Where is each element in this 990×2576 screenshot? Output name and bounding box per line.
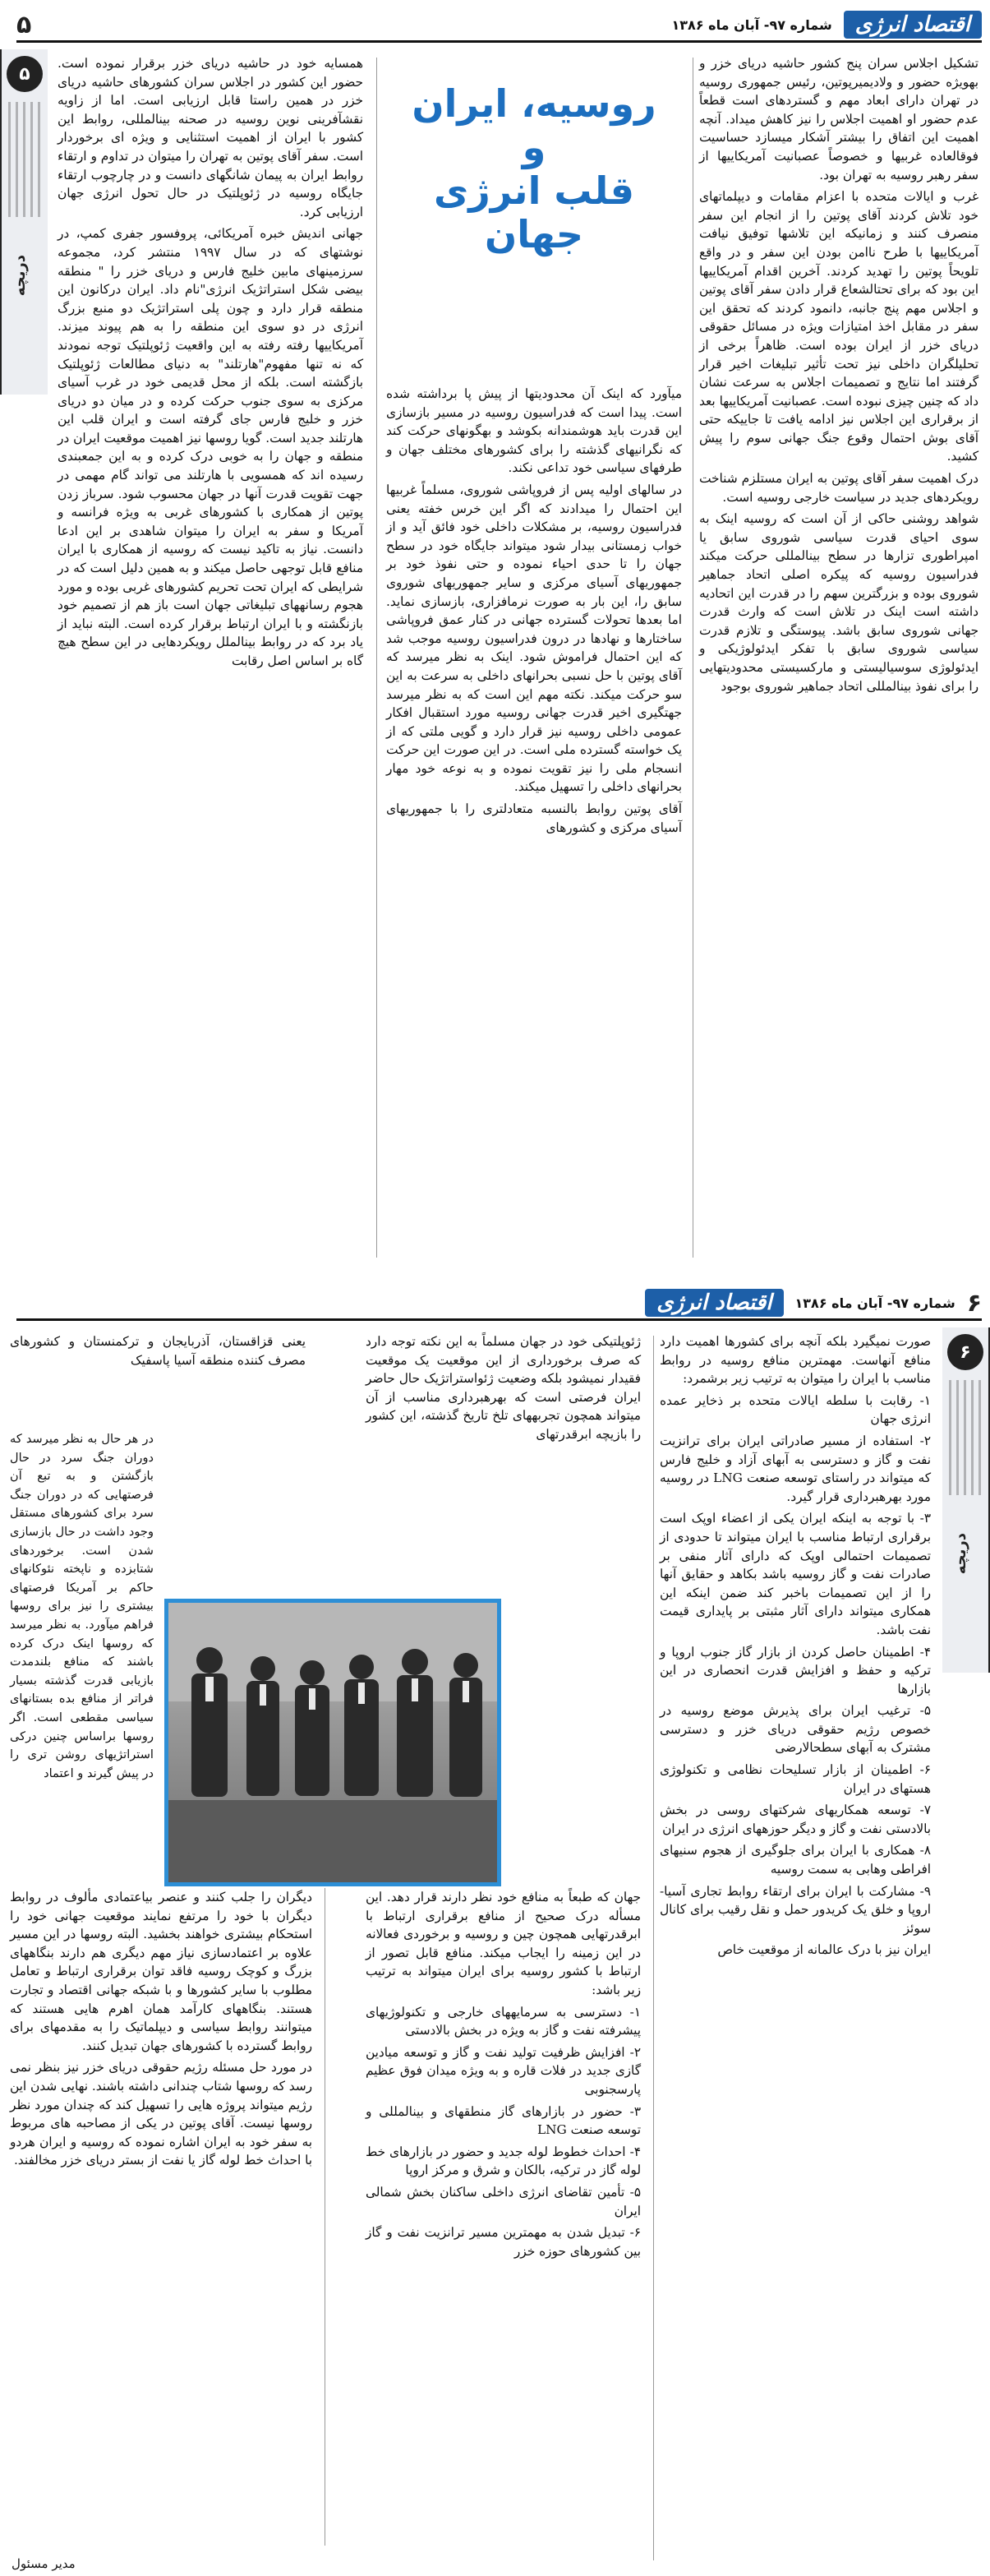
paragraph: درک اهمیت سفر آقای پوتین به ایران مستلزم شناخت رویکردهای جدید در سیاست خارجی روسیه است. [699,471,978,505]
page-number: ۶ [966,1288,982,1318]
list-item: ۲- افزایش ظرفیت تولید نفت و گاز و توسعه میادین گازی جدید در فلات قاره و به ویژه میدان فوق عظیم پارسجنوبی [366,2044,641,2097]
list-item: ۶- اطمینان از بازار تسلیحات نظامی و تکنولوژی هستهای در ایران [660,1762,931,1796]
paragraph: شواهد روشنی حاکی از آن است که روسیه اینک به سوی احیای قدرت سیاسی شوروی سابق یا امپراطوری تزارها در سطح بینالمللی حرکت میکند فدراسیون روسیه که پیکره اصلی اتحاد جماهیر شوروی بوده و بزرگترین سهم را در قدرت این اتحادیه داشته است اینک در تلاش است که وارث قدرت جهانی شوروی سابق باشد. پیوستگی و تلازم قدرت سیاسی شوروی سابق با تفکر ایدئولوژیکی و ایدئولوژی سوسیالیستی و مارکسیستی محدودیتهایی را برای نفوذ بینالمللی اتحاد جماهیر شوروی بوجود [699,511,978,694]
list-item: ۳- حضور در بازارهای گاز منطقهای و بینالمللی و توسعه صنعت LNG [366,2103,641,2138]
header-right [672,11,982,39]
list-item: ۳- با توجه به اینکه ایران یکی از اعضاء اوپک است برقراری ارتباط مناسب با ایران میتواند تا حدودی از تصمیمات احتمالی اوپک که دارای آثار منفی بر صادرات نفت و گاز روسیه باشد بکاهد و حقایق آنها را از این تصمیمات باخبر کند ضمن اینکه این همکاری میتواند دارای آثار مثبتی بر پایداری قیمت نفت باشد. [660,1511,931,1637]
issue-line: شماره ۹۷- آبان ماه ۱۳۸۶ [794,1295,955,1311]
section-label: دریچه [952,1533,969,1575]
list-item: ۴- اطمینان حاصل کردن از بازار گاز جنوب اروپا و ترکیه و حفظ و افزایش قدرت انحصاری در این بازارها [660,1644,931,1697]
page-header [16,10,982,39]
header-right [645,1289,982,1318]
paragraph: دیگران را جلب کنند و عنصر بیاعتمادی مألوف در روابط دیگران با خود را مرتفع نمایند موقعیت جهانی خود را استحکام بیشتری خواهند بخشید. البته روسها در این مسیر علاوه بر اعتمادسازی نیاز مهم دیگری هم دارند بنگاههای بزرگ و کوچک روسیه فاقد توان برقراری ارتباط و تعامل مطلوب با سایر کشورها و با شبکه جهانی اقتصاد و تجارت هستند. بنگاههای کارآمد همان اهرم هایی هستند که میتوانند روابط سیاسی و دیپلماتیک را به مقدمهای برای روابط گسترده با کشورهای جهان تبدیل کنند. [10,1890,312,2053]
column-right [699,54,978,699]
byline: مدیر مسئول [12,2556,76,2571]
column-left [58,54,363,674]
list-item: ۴- احداث خطوط لوله جدید و حضور در بازارهای خط لوله گاز در ترکیه، بالکان و شرق و مرکز اروپا [366,2144,641,2178]
page-6 [0,1278,990,2576]
title-line: قلب انرژی [434,168,634,213]
article-title [386,82,682,256]
header-rule [16,1318,982,1321]
list-item: ۹- مشارکت با ایران برای ارتقاء روابط تجاری آسیا-اروپا و خلق یک کریدور حمل و نقل رقیب برای کانال سوئز [660,1883,931,1936]
page-5 [0,0,990,1266]
list-item: ۱- رقابت با سلطه ایالات متحده بر ذخایر عمده انرژی جهان [660,1392,931,1427]
paragraph: غرب و ایالات متحده با اعزام مقامات و دیپلماتهای خود تلاش کردند آقای پوتین را از انجام این سفر منصرف کنند و زمانیکه این تلاشها توفیق نیافت آمریکاییها با طرح ناامن بودن این سفر و در واقع تلویحاً پوتین را تهدید کردند. آخرین اقدام آمریکاییها این بود که برای تحتالشعاع قرار دادن سفر آقای پوتین و اجلاس مهم پنج جانبه، دانمود کردند که تحقق این سفر در مقابل اخذ امتیازات ویژه در مسائل حقوقی دریای خزر از ایران بوده است. ظاهراً برخی از تحلیلگران داخلی نیز تحت تأثیر تبلیغات اخیر قرار گرفتند اما نتایج و تصمیمات اجلاس به سرعت نشان داد که چنین چیزی نبوده است. عصبانیت آمریکاییها بعد از برقراری این اجلاس نیز ادامه یافت تا جاییکه حتی آقای بوش احتمال وقوع جنگ جهانی سوم را پیش کشید. [699,189,978,464]
title-line: جهان [484,211,584,256]
summit-photo-figures [168,1603,497,1882]
list-item: ۶- تبدیل شدن به مهمترین مسیر ترانزیت نفت و گاز بین کشورهای حوزه خزر [366,2225,641,2259]
tab-stripes [8,102,41,217]
paragraph: در مورد حل مسئله رژیم حقوقی دریای خزر نیز بنظر نمی رسد که روسها شتاب چندانی داشته باشند. نهایی شدن این رژیم میتواند پروژه هایی را تسهیل کند که چندان مورد نظر روسها نیست. آقای پوتین در یکی از مصاحبه های مربوط به سفر خود به ایران اشاره نموده که روسیه و ایران هردو با احداث خط لوله گاز یا نفت از بستر دریای خزر مخالفند. [10,2060,312,2168]
paragraph: همسایه خود در حاشیه دریای خزر برقرار نموده است. حضور این کشور در اجلاس سران کشورهای حاشیه دریای خزر در همین راستا قابل ارزیابی است. اما از زاویه نقشآفرینی نوین روسیه در صحنه بینالمللی، روابط این کشور با ایران از اهمیت استثنایی و ویژه ای برخوردار است. سفر آقای پوتین به تهران را میتوان در تداوم و ارتقاء روابط ایران به پیمان شانگهای دانست و در چارچوب ارتقاء جایگاه روسیه در ژئوپلتیک در حال تحول انرژی جهان ارزیابی کرد. [58,56,363,219]
summit-photo [164,1599,501,1886]
list-item: ۱- دسترسی به سرمایههای خارجی و تکنولوژیهای پیشرفته نفت و گاز به ویژه در بخش بالادستی [366,2004,641,2038]
list-item: ۵- تأمین تقاضای انرژی داخلی ساکنان بخش شمالی ایران [366,2184,641,2218]
brand-logo: اقتصاد انرژی [645,1289,783,1317]
paragraph: در سالهای اولیه پس از فروپاشی شوروی، مسلماً غربیها این احتمال را میدادند که اگر این خرس خفته یعنی فدراسیون روسیه، بر مشکلات داخلی خود فائق آید و از خواب زمستانی بیدار شود میتواند جایگاه خود در سطح جهان را تا حدی احیاء نموده و حتی نفوذ خود بر جمهوریهای آسیای مرکزی و سایر جمهوریهای شوروی سابق را، این بار به صورت نرمافزاری، بازسازی نماید. اما بعدها تحولات گسترده جهانی در کنار عمق فروپاشی ساختارها و نهادها در درون فدراسیون روسیه موجب شد که این احتمال فراموش شود. اینک به نظر میرسد که آقای پوتین با حل نسبی بحرانهای داخلی به سرعت به این سو حرکت میکند. نکته مهم این است که به نظر میرسد جهتگیری اخیر قدرت جهانی روسیه مورد استقبال افکار عمومی داخلی روسیه نیز قرار دارد و گویی ملتی که از یک خواسته گسترده ملی است. در این صورت این حرکت انسجام ملی را نیز تقویت نموده و به نوعه خود مهار بحرانهای داخلی را تسهیل میکند. [386,482,682,795]
column-middle [386,385,682,840]
list-item: ۲- استفاده از مسیر صادراتی ایران برای ترانزیت نفت و گاز و دسترسی به آبهای آزاد و خلیج فارس که میتواند در راستای توسعه صنعت LNG در روسیه مورد بهرهبرداری قرار گیرد. [660,1433,931,1504]
column-left-bottom [10,1888,312,2173]
column-middle-top [366,1332,641,1447]
column-right [660,1332,931,1963]
paragraph: یعنی قزاقستان، آذربایجان و ترکمنستان و کشورهای مصرف کننده منطقه آسیا پاسفیک [10,1334,306,1368]
issue-line: شماره ۹۷- آبان ماه ۱۳۸۶ [671,16,832,33]
list-item: ۸- همکاری با ایران برای جلوگیری از هجوم سنیهای افراطی وهابی به سمت روسیه [660,1843,931,1877]
paragraph: ژئوپلتیکی خود در جهان مسلماً به این نکته توجه دارد که صرف برخورداری از این موقعیت یک موقعیت فقیدار نمیشود بلکه وضعیت ژئواستراتژیک حال حاضر ایران فرصتی است که بهرهبرداری مناسب از آن میتواند همچون تجربههای تلخ تاریخ گذشته، این کشور را بازیچه ابرقدرتهای [366,1334,641,1442]
section-tab [0,49,48,395]
column-divider [376,58,377,1258]
column-middle-bottom [366,1888,641,2264]
paragraph: تشکیل اجلاس سران پنج کشور حاشیه دریای خزر و بهویژه حضور و ولادیمیرپوتین، رئیس جمهوری روسیه در تهران دارای ابعاد مهم و گستردهای است قطعاً عدم حضور او اهمیت اجلاس را نیز کاهش میداد. آنچه اهمیت این اتفاق را بیشتر آشکار میسازد حساسیت فوقالعاده غربیها و خصوصاً عصبانیت آمریکاییها از سفر رهبر روسیه به تهران بود. [699,56,978,182]
header-left [16,11,31,39]
paragraph: آقای پوتین روابط بالنسبه متعادلتری را با جمهوریهای آسیای مرکزی و کشورهای [386,801,682,835]
title-line: روسیه، ایران [412,81,656,126]
section-number: ۶ [947,1334,983,1370]
paragraph: صورت نمیگیرد بلکه آنچه برای کشورها اهمیت دارد منافع آنهاست. مهمترین منافع روسیه در روابط مناسب با ایران را میتوان به ترتیب زیر برشمرد: [660,1334,931,1387]
list-item: ۷- توسعه همکاریهای شرکتهای روسی در بخش بالادستی نفت و گاز و دیگر حوزههای انرژی در ایران [660,1803,931,1836]
column-divider [653,1336,654,2560]
paragraph: میآورد که اینک آن محدودیتها از پیش پا برداشته شده است. پیدا است که فدراسیون روسیه در مسیر بازسازی این قدرت باید هوشمندانه بکوشد و بهگونهای حرکت کند که نگرانیهای گذشته را برای کشورهای مختلف جهان و طرفهای سیاسی خود تداعی نکند. [386,386,682,476]
brand-logo: اقتصاد انرژی [844,11,982,39]
page-header [16,1288,982,1318]
paragraph: جهان که طبعاً به منافع خود نظر دارند قرار دهد. این مسأله درک صحیح از منافع برقراری ارتباط با ابرقدرتهایی همچون چین و روسیه و برخوردی فعالانه در این زمینه را ایجاب میکند. منافع قابل تصور از ارتباط با کشور روسیه برای ایران میتواند به ترتیب زیر باشد: [366,1890,641,1997]
column-left-top-narrow [10,1430,154,1786]
section-number: ۵ [7,56,43,92]
page-number: ۵ [16,10,32,39]
column-left-top [10,1332,306,1373]
section-tab [942,1327,990,1673]
list-item: ۵- ترغیب ایران برای پذیرش موضع روسیه در خصوص رژیم حقوقی دریای خزر و دسترسی مشترک به آبهای سطحالارضی [660,1703,931,1756]
paragraph: جهانی اندیش خبره آمریکائی، پروفسور جفری کمپ، در نوشتهای که در سال ۱۹۹۷ منتشر کرد، مجموعه سرزمینهای مابین خلیج فارس و دریای خزر را " منطقه بیضی شکل استراتژیک انرژی"نام داد. ایران درکانون این منطقه قرار دارد و چون پلی استراتژیک دو منبع بزرگ انرژی در دو سوی این منطقه را به هم پیوند میزند. آمریکاییها رفته رفته به این واقعیت ژئوپلتیک توجه نمودند که نه تنها مفهوم"هارتلند" به دنیای مطالعات ژئوپلتیک بازگشته است. بلکه از محل قدیمی خود در غرب آسیای مرکزی به سوی جنوب حرکت کرده و در میان دو دریای خزر و خلیج فارس جای گرفته است و ایران قلب این هارتلند جدید است. گویا روسها نیز اهمیت موقعیت ایران در منطقه و جهان را به خوبی درک کرده و به این جمعبندی رسیده اند که همسویی با هارتلند می تواند گام مهمی در جهت تقویت قدرت آنها در جهان محسوب شود. سرباز زدن پوتین از همکاری با کشورهای غربی به ویژه فرانسه و آمریکا و سفر به ایران را میتوان شاهدی بر این ادعا دانست. نیاز به تاکید نیست که روسیه از همکاری با ایران منافع قابل توجهی حاصل میکند و به همین دلیل است که در شرایطی که ایران تحت تحریم کشورهای غربی بوده و مورد هجوم رسانههای تبلیغاتی جهان است باز هم از تصمیم خود بازنگشته و با ایران ارتباط برقرار کرده است. البته نباید از یاد برد که در روابط بینالملل رویکردهایی در این سطح هیچ گاه بر اساس اصل رقابت [58,226,363,668]
section-label: دریچه [12,255,29,297]
paragraph: ایران نیز با درک عالمانه از موقعیت خاص [717,1942,931,1958]
tab-stripes [949,1380,982,1495]
title-line: و [522,124,546,169]
header-rule [16,40,982,43]
paragraph: در هر حال به نظر میرسد که دوران جنگ سرد در حال بازگشتن و به تبع آن فرصتهایی که در دوران جنگ سرد برای کشورهای مستقل وجود داشت در حال بازسازی شدن است. برخوردهای شتابزده و ناپخته نئوکانهای حاکم بر آمریکا فرصتهای بیشتری را نیز برای روسها فراهم میآورد. به نظر میرسد که روسها اینک درک کرده باشند که منافع بلندمدت بازیابی قدرت گذشته بسیار فراتر از منافع بده بستانهای سیاسی مقطعی است. اگر روسها براساس چنین درکی استراتژیهای روشن تری را در پیش گیرند و اعتماد [10,1432,154,1780]
